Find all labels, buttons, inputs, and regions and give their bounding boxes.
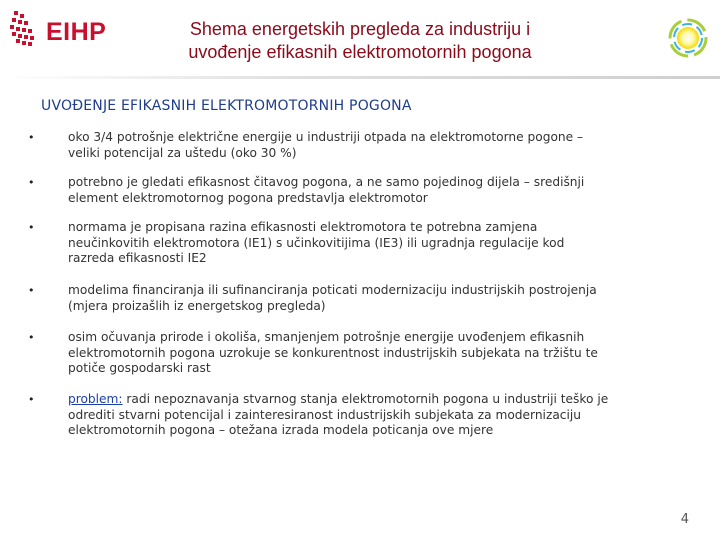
bullet-line: odrediti stvarni potencijal i zainteresiranost industrijskih subjekata za modernizaciju — [68, 407, 582, 422]
slide-title — [150, 18, 570, 64]
bullet-line-rest: radi nepoznavanja stvarnog stanja elektromotornih pogona u industriji teško je — [122, 392, 609, 406]
slide-title-line: Shema energetskih pregleda za industriju i — [189, 19, 531, 39]
section-heading: UVOĐENJE EFIKASNIH ELEKTROMOTORNIH POGONA — [41, 98, 412, 114]
eihp-logo-text: EIHP — [46, 18, 107, 46]
slide-title-line: uvođenje efikasnih elektromotornih pogona — [188, 42, 532, 62]
bullet-line: elektromotornih pogona uzrokuje se konkurentnost industrijskih subjekata na tržištu te — [68, 345, 598, 360]
bullet-text — [68, 175, 694, 206]
header-divider — [0, 76, 720, 79]
bullet-dot-icon: • — [28, 176, 35, 189]
bullet-text — [68, 220, 694, 267]
bullet-line: veliki potencijal za uštedu (oko 30 %) — [68, 145, 297, 160]
bullet-dot-icon: • — [28, 393, 35, 406]
bullet-line: normama je propisana razina efikasnosti elektromotora te potrebna zamjena — [68, 220, 538, 234]
bullet-line: elektromotornih pogona – otežana izrada modela poticanja ove mjere — [68, 423, 494, 437]
bullet-dot-icon: • — [28, 131, 35, 144]
bullet-line: element elektromotornog pogona predstavlja elektromotor — [68, 190, 428, 205]
bullet-line: razreda efikasnosti IE2 — [68, 251, 207, 265]
sun-logo-icon — [668, 18, 708, 58]
bullet-text — [68, 130, 694, 161]
eihp-logo-icon — [9, 11, 45, 47]
bullet-text — [68, 392, 694, 439]
bullet-line: potrebno je gledati efikasnost čitavog pogona, a ne samo pojedinog dijela – središnji — [68, 175, 585, 189]
bullet-line: oko 3/4 potrošnje električne energije u industriji otpada na elektromotorne pogone – — [68, 130, 584, 144]
bullet-text — [68, 283, 694, 314]
bullet-line: modelima financiranja ili sufinanciranja poticati modernizaciju industrijskih postrojenja — [68, 283, 597, 297]
bullet-text — [68, 330, 694, 377]
bullet-line: neučinkovitih elektromotora (IE1) s učinkovitijima (IE3) ili ugradnja regulacije kod — [68, 235, 565, 250]
bullet-line: osim očuvanja prirode i okoliša, smanjenjem potrošnje energije uvođenjem efikasnih — [68, 330, 585, 344]
bullet-line — [68, 392, 694, 408]
problem-link[interactable]: problem: — [68, 392, 123, 406]
eihp-logo — [9, 11, 107, 47]
bullet-line: (mjera proizašlih iz energetskog pregleda) — [68, 298, 326, 313]
page-number: 4 — [680, 512, 689, 527]
bullet-line: potiče gospodarski rast — [68, 361, 211, 375]
bullet-dot-icon: • — [28, 221, 35, 234]
bullet-dot-icon: • — [28, 331, 35, 344]
bullet-dot-icon: • — [28, 284, 35, 297]
